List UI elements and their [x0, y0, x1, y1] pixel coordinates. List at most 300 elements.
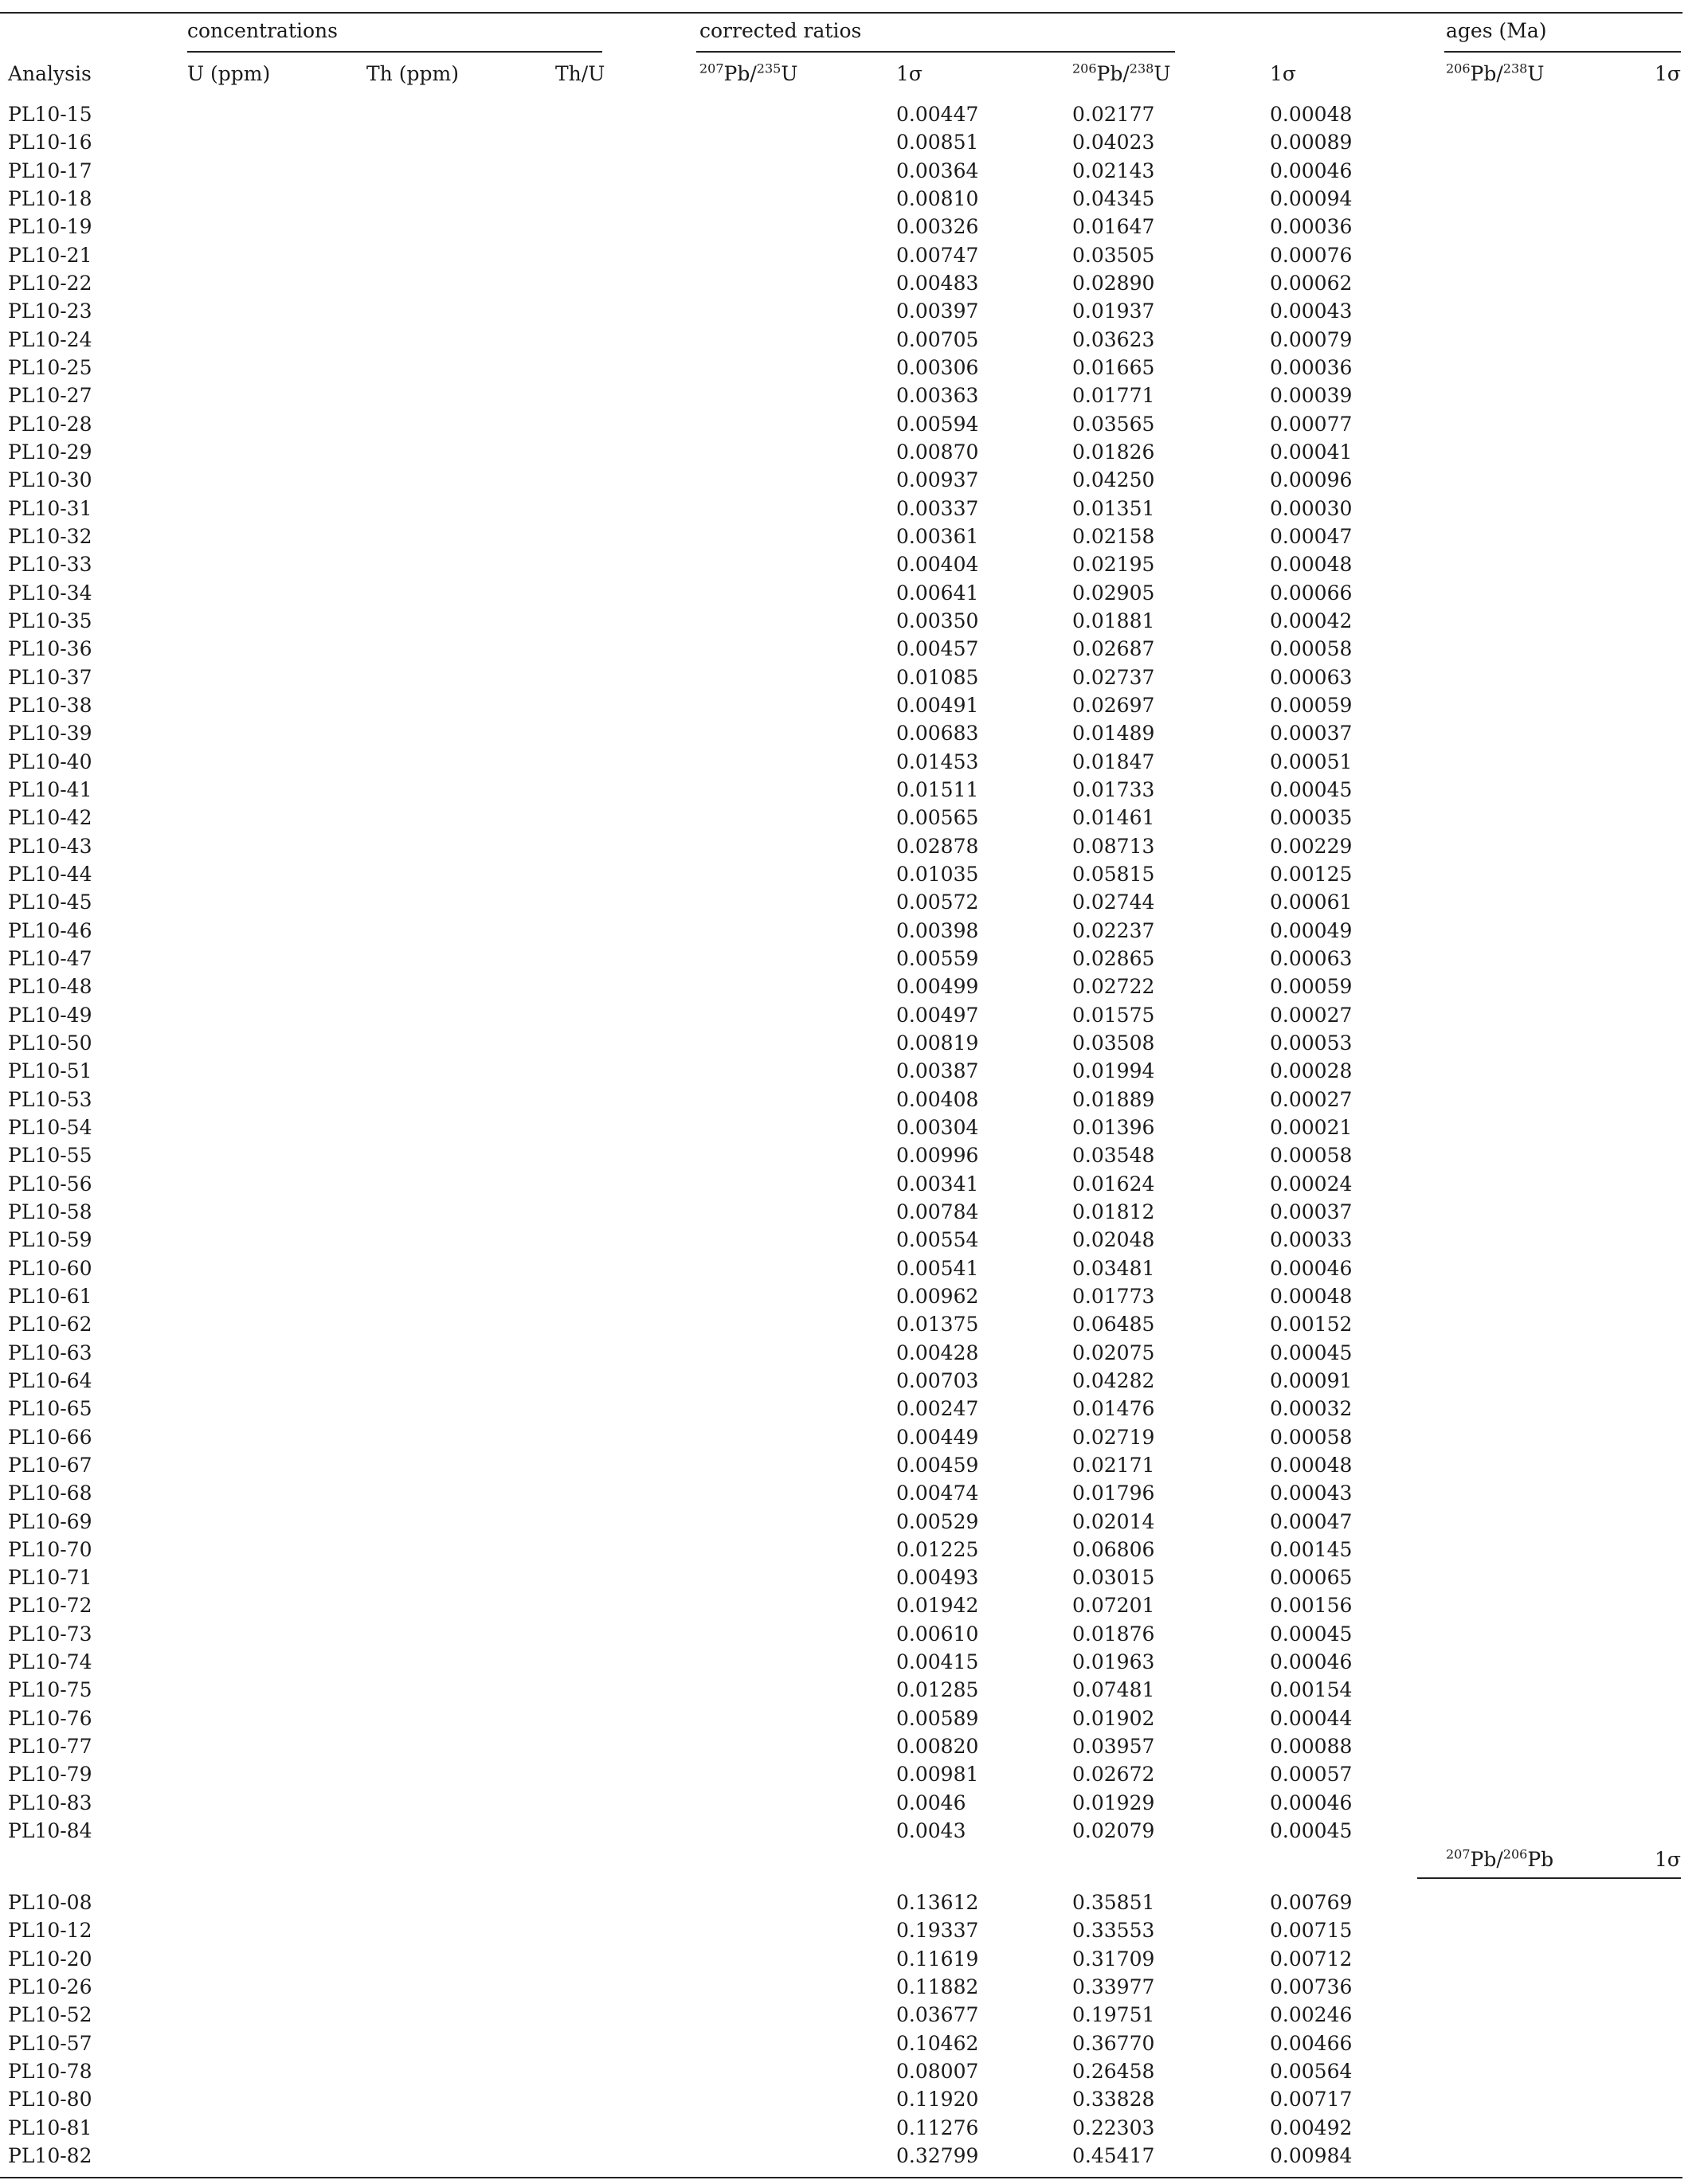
table-cell: 0.00447: [896, 103, 979, 126]
table-cell: 0.00457: [896, 637, 979, 661]
table-cell: PL10-46: [8, 918, 92, 942]
table-cell: PL10-43: [8, 834, 92, 858]
table-top-rule: [0, 12, 1682, 14]
table-cell: 0.07201: [1072, 1594, 1155, 1618]
table-cell: 0.00492: [1270, 2116, 1353, 2139]
table-cell: PL10-18: [8, 186, 92, 210]
table-cell: 0.01876: [1072, 1622, 1155, 1646]
table-cell: 0.00036: [1270, 355, 1353, 379]
table-cell: 0.02737: [1072, 665, 1155, 689]
table-cell: 0.00610: [896, 1622, 979, 1646]
table-cell: 0.03508: [1072, 1031, 1155, 1055]
table-cell: 0.00350: [896, 609, 979, 632]
table-cell: 0.00045: [1270, 1819, 1353, 1843]
table-cell: 0.00304: [896, 1115, 979, 1139]
table-cell: 0.00043: [1270, 299, 1353, 323]
table-cell: PL10-72: [8, 1594, 92, 1618]
table-cell: 0.01812: [1072, 1200, 1155, 1223]
table-cell: PL10-83: [8, 1791, 92, 1814]
table-cell: 0.00483: [896, 271, 979, 295]
table-cell: 0.00851: [896, 131, 979, 155]
table-cell: 0.00572: [896, 890, 979, 914]
table-cell: 0.00564: [1270, 2059, 1353, 2083]
table-cell: 0.02687: [1072, 637, 1155, 661]
table-cell: 0.00046: [1270, 1791, 1353, 1814]
table-cell: 0.01826: [1072, 440, 1155, 464]
table-cell: 0.33553: [1072, 1919, 1155, 1943]
table-cell: 0.02905: [1072, 581, 1155, 605]
table-cell: 0.02865: [1072, 946, 1155, 970]
table-cell: PL10-12: [8, 1919, 92, 1943]
table-cell: 0.00428: [896, 1341, 979, 1364]
table-cell: PL10-76: [8, 1706, 92, 1730]
header-text: Th (ppm): [366, 62, 459, 85]
isotope-element: Pb/: [1470, 1848, 1503, 1871]
table-cell: 0.00306: [896, 355, 979, 379]
table-cell: 0.00063: [1270, 665, 1353, 689]
table-cell: 0.01035: [896, 862, 979, 886]
table-cell: 0.00398: [896, 918, 979, 942]
table-cell: 0.01733: [1072, 777, 1155, 801]
col-sigma-1: [896, 61, 923, 88]
table-cell: 0.01375: [896, 1313, 979, 1337]
table-cell: 0.00024: [1270, 1172, 1353, 1196]
header-text: 1σ: [1270, 62, 1296, 85]
table-cell: 0.00361: [896, 524, 979, 548]
table-cell: 0.00047: [1270, 1509, 1353, 1533]
table-cell: PL10-29: [8, 440, 92, 464]
table-cell: PL10-77: [8, 1735, 92, 1759]
table-cell: 0.00449: [896, 1425, 979, 1449]
table-cell: 0.00589: [896, 1706, 979, 1730]
table-cell: 0.36770: [1072, 2031, 1155, 2055]
table-cell: 0.01647: [1072, 215, 1155, 239]
isotope-mass: 206: [1446, 61, 1471, 76]
table-cell: 0.05815: [1072, 862, 1155, 886]
table-cell: PL10-25: [8, 355, 92, 379]
table-cell: 0.01889: [1072, 1087, 1155, 1111]
table-cell: PL10-74: [8, 1650, 92, 1674]
table-cell: 0.01624: [1072, 1172, 1155, 1196]
table-cell: 0.00027: [1270, 1003, 1353, 1027]
table-cell: 0.00247: [896, 1397, 979, 1421]
table-cell: 0.00493: [896, 1566, 979, 1590]
table-cell: PL10-22: [8, 271, 92, 295]
table-cell: 0.00057: [1270, 1763, 1353, 1787]
table-cell: 0.00053: [1270, 1031, 1353, 1055]
isotope-mass: 238: [1502, 61, 1528, 76]
table-cell: 0.00058: [1270, 637, 1353, 661]
table-cell: 0.00541: [896, 1256, 979, 1280]
table-cell: PL10-84: [8, 1819, 92, 1843]
table-cell: 0.01085: [896, 665, 979, 689]
table-cell: 0.02143: [1072, 159, 1155, 182]
table-cell: PL10-20: [8, 1947, 92, 1971]
table-cell: 0.03565: [1072, 412, 1155, 436]
table-cell: 0.00497: [896, 1003, 979, 1027]
table-cell: 0.03015: [1072, 1566, 1155, 1590]
group-corrected-ratios: [699, 18, 861, 45]
table-cell: 0.04250: [1072, 468, 1155, 492]
table-cell: PL10-55: [8, 1144, 92, 1168]
table-cell: PL10-38: [8, 693, 92, 717]
table-cell: 0.06485: [1072, 1313, 1155, 1337]
table-cell: 0.00712: [1270, 1947, 1353, 1971]
table-cell: PL10-71: [8, 1566, 92, 1590]
table-cell: 0.00565: [896, 806, 979, 830]
col-u-ppm: [187, 61, 270, 88]
header-text: 1σ: [1655, 1848, 1681, 1871]
table-cell: PL10-60: [8, 1256, 92, 1280]
isotope-element: Pb/: [1096, 62, 1130, 85]
table-cell: 0.00820: [896, 1735, 979, 1759]
table-cell: 0.00246: [1270, 2003, 1353, 2027]
table-cell: 0.00152: [1270, 1313, 1353, 1337]
table-cell: 0.00021: [1270, 1115, 1353, 1139]
table-cell: PL10-73: [8, 1622, 92, 1646]
table-cell: 0.00703: [896, 1368, 979, 1392]
table-cell: PL10-26: [8, 1975, 92, 1998]
table-cell: 0.02237: [1072, 918, 1155, 942]
table-cell: 0.01489: [1072, 722, 1155, 746]
table-cell: 0.00039: [1270, 384, 1353, 408]
table-cell: 0.0046: [896, 1791, 966, 1814]
col-pb206-u238: [1072, 61, 1170, 88]
header-text: Analysis: [8, 62, 92, 85]
table-cell: 0.01285: [896, 1678, 979, 1702]
table-cell: 0.01453: [896, 750, 979, 773]
table-cell: 0.02878: [896, 834, 979, 858]
isotope-mass: 206: [1502, 1846, 1528, 1862]
table-cell: PL10-78: [8, 2059, 92, 2083]
table-cell: 0.00041: [1270, 440, 1353, 464]
table-cell: 0.0043: [896, 1819, 966, 1843]
table-cell: 0.00065: [1270, 1566, 1353, 1590]
table-cell: 0.00387: [896, 1059, 979, 1083]
table-cell: 0.00736: [1270, 1975, 1353, 1998]
table-cell: 0.01351: [1072, 496, 1155, 520]
table-cell: 0.00048: [1270, 553, 1353, 577]
table-cell: PL10-79: [8, 1763, 92, 1787]
table-cell: 0.02158: [1072, 524, 1155, 548]
table-cell: 0.00715: [1270, 1919, 1353, 1943]
header-text: corrected ratios: [699, 19, 862, 42]
table-cell: PL10-34: [8, 581, 92, 605]
table-cell: 0.35851: [1072, 1891, 1155, 1914]
table-cell: 0.00154: [1270, 1678, 1353, 1702]
table-cell: PL10-54: [8, 1115, 92, 1139]
table-cell: PL10-63: [8, 1341, 92, 1364]
col-sigma-2: [1270, 61, 1296, 88]
table-cell: 0.00125: [1270, 862, 1353, 886]
table-cell: 0.01396: [1072, 1115, 1155, 1139]
table-cell: 0.00036: [1270, 215, 1353, 239]
table-cell: 0.01994: [1072, 1059, 1155, 1083]
table-cell: 0.02195: [1072, 553, 1155, 577]
table-cell: 0.00981: [896, 1763, 979, 1787]
table-cell: PL10-37: [8, 665, 92, 689]
table-cell: 0.00397: [896, 299, 979, 323]
table-cell: 0.00063: [1270, 946, 1353, 970]
table-cell: 0.00076: [1270, 243, 1353, 267]
table-cell: 0.00048: [1270, 1453, 1353, 1477]
table-cell: 0.00058: [1270, 1425, 1353, 1449]
table-cell: 0.00096: [1270, 468, 1353, 492]
table-cell: PL10-58: [8, 1200, 92, 1223]
table-cell: 0.33977: [1072, 1975, 1155, 1998]
table-cell: 0.00937: [896, 468, 979, 492]
table-cell: PL10-21: [8, 243, 92, 267]
table-cell: PL10-31: [8, 496, 92, 520]
table-cell: 0.02177: [1072, 103, 1155, 126]
isotope-element: U: [1527, 62, 1545, 85]
table-cell: 0.02048: [1072, 1228, 1155, 1252]
table-cell: 0.32799: [896, 2143, 979, 2167]
table-cell: 0.00037: [1270, 722, 1353, 746]
table-cell: 0.00474: [896, 1481, 979, 1505]
table-cell: 0.01847: [1072, 750, 1155, 773]
table-cell: 0.01461: [1072, 806, 1155, 830]
table-cell: 0.00466: [1270, 2031, 1353, 2055]
header-text: concentrations: [187, 19, 338, 42]
table-cell: 0.00784: [896, 1200, 979, 1223]
table-cell: PL10-36: [8, 637, 92, 661]
table-cell: 0.00984: [1270, 2143, 1353, 2167]
table-cell: 0.00047: [1270, 524, 1353, 548]
table-cell: PL10-59: [8, 1228, 92, 1252]
isotope-element: U: [1154, 62, 1171, 85]
table-cell: 0.01476: [1072, 1397, 1155, 1421]
ages-group-rule: [1444, 51, 1681, 53]
table-cell: 0.04345: [1072, 186, 1155, 210]
table-cell: PL10-49: [8, 1003, 92, 1027]
table-cell: 0.03548: [1072, 1144, 1155, 1168]
table-cell: 0.00094: [1270, 186, 1353, 210]
table-cell: 0.11619: [896, 1947, 979, 1971]
table-cell: 0.01963: [1072, 1650, 1155, 1674]
table-cell: 0.02697: [1072, 693, 1155, 717]
concentrations-group-rule: [187, 51, 602, 53]
table-cell: 0.00045: [1270, 1622, 1353, 1646]
col-sigma-3: [1655, 61, 1681, 88]
table-cell: 0.01575: [1072, 1003, 1155, 1027]
table-cell: 0.00042: [1270, 609, 1353, 632]
table-cell: 0.00048: [1270, 103, 1353, 126]
table-cell: 0.00962: [896, 1284, 979, 1308]
table-cell: 0.26458: [1072, 2059, 1155, 2083]
header-text: Th/U: [555, 62, 605, 85]
table-cell: 0.11276: [896, 2116, 979, 2139]
isotope-element: U: [781, 62, 798, 85]
isotope-element: Pb/: [1470, 62, 1503, 85]
table-cell: 0.00066: [1270, 581, 1353, 605]
table-cell: 0.01225: [896, 1537, 979, 1561]
header-text: 1σ: [1655, 62, 1681, 85]
table-cell: PL10-48: [8, 975, 92, 999]
table-cell: 0.00747: [896, 243, 979, 267]
table-cell: 0.00717: [1270, 2088, 1353, 2112]
col-th-ppm: [366, 61, 459, 88]
table-cell: 0.06806: [1072, 1537, 1155, 1561]
table-cell: 0.00027: [1270, 1087, 1353, 1111]
col-analysis: [8, 61, 92, 88]
table-cell: 0.03505: [1072, 243, 1155, 267]
table-cell: 0.00059: [1270, 693, 1353, 717]
subheader-age-rule: [1417, 1877, 1681, 1879]
table-cell: 0.02014: [1072, 1509, 1155, 1533]
table-cell: 0.00046: [1270, 1650, 1353, 1674]
table-cell: 0.00032: [1270, 1397, 1353, 1421]
table-cell: PL10-50: [8, 1031, 92, 1055]
table-cell: 0.00769: [1270, 1891, 1353, 1914]
table-cell: 0.01929: [1072, 1791, 1155, 1814]
table-cell: 0.01881: [1072, 609, 1155, 632]
table-cell: PL10-53: [8, 1087, 92, 1111]
table-cell: 0.03481: [1072, 1256, 1155, 1280]
table-cell: 0.03677: [896, 2003, 979, 2027]
table-cell: PL10-19: [8, 215, 92, 239]
table-cell: PL10-32: [8, 524, 92, 548]
table-bottom-rule: [0, 2177, 1682, 2178]
group-concentrations: [187, 18, 338, 45]
table-cell: 0.02672: [1072, 1763, 1155, 1787]
table-cell: 0.02079: [1072, 1819, 1155, 1843]
table-cell: 0.02171: [1072, 1453, 1155, 1477]
table-cell: PL10-47: [8, 946, 92, 970]
subheader-sigma: [1655, 1846, 1681, 1873]
table-cell: 0.31709: [1072, 1947, 1155, 1971]
table-cell: PL10-30: [8, 468, 92, 492]
table-cell: PL10-75: [8, 1678, 92, 1702]
isotope-mass: 235: [756, 61, 781, 76]
table-cell: 0.02075: [1072, 1341, 1155, 1364]
table-cell: 0.00594: [896, 412, 979, 436]
table-cell: PL10-64: [8, 1368, 92, 1392]
table-cell: 0.33828: [1072, 2088, 1155, 2112]
table-cell: 0.02744: [1072, 890, 1155, 914]
table-cell: PL10-24: [8, 327, 92, 351]
table-cell: 0.00870: [896, 440, 979, 464]
table-cell: PL10-51: [8, 1059, 92, 1083]
table-cell: PL10-52: [8, 2003, 92, 2027]
table-cell: PL10-70: [8, 1537, 92, 1561]
table-cell: 0.00415: [896, 1650, 979, 1674]
table-cell: 0.01942: [896, 1594, 979, 1618]
table-cell: PL10-42: [8, 806, 92, 830]
table-cell: 0.03957: [1072, 1735, 1155, 1759]
table-cell: 0.00059: [1270, 975, 1353, 999]
table-cell: 0.00062: [1270, 271, 1353, 295]
table-cell: 0.00819: [896, 1031, 979, 1055]
table-cell: 0.11920: [896, 2088, 979, 2112]
header-text: ages (Ma): [1446, 19, 1547, 42]
table-cell: 0.04282: [1072, 1368, 1155, 1392]
table-cell: PL10-39: [8, 722, 92, 746]
table-cell: PL10-27: [8, 384, 92, 408]
table-cell: 0.00156: [1270, 1594, 1353, 1618]
table-cell: PL10-66: [8, 1425, 92, 1449]
table-cell: 0.00326: [896, 215, 979, 239]
table-cell: 0.00079: [1270, 327, 1353, 351]
table-cell: PL10-82: [8, 2143, 92, 2167]
table-cell: PL10-68: [8, 1481, 92, 1505]
table-cell: 0.19751: [1072, 2003, 1155, 2027]
table-cell: 0.00051: [1270, 750, 1353, 773]
table-cell: 0.00408: [896, 1087, 979, 1111]
isotope-mass: 207: [1446, 1846, 1471, 1862]
table-cell: 0.00048: [1270, 1284, 1353, 1308]
table-cell: 0.00091: [1270, 1368, 1353, 1392]
isotope-element: Pb: [1527, 1848, 1554, 1871]
table-cell: PL10-35: [8, 609, 92, 632]
table-cell: 0.00554: [896, 1228, 979, 1252]
table-cell: PL10-44: [8, 862, 92, 886]
table-cell: 0.08007: [896, 2059, 979, 2083]
table-cell: 0.22303: [1072, 2116, 1155, 2139]
table-cell: 0.00030: [1270, 496, 1353, 520]
table-cell: PL10-17: [8, 159, 92, 182]
table-cell: 0.03623: [1072, 327, 1155, 351]
table-cell: 0.00341: [896, 1172, 979, 1196]
table-cell: 0.01773: [1072, 1284, 1155, 1308]
table-cell: 0.00229: [1270, 834, 1353, 858]
table-cell: PL10-15: [8, 103, 92, 126]
table-cell: 0.08713: [1072, 834, 1155, 858]
table-cell: PL10-16: [8, 131, 92, 155]
table-cell: 0.10462: [896, 2031, 979, 2055]
table-cell: 0.00058: [1270, 1144, 1353, 1168]
table-cell: 0.00077: [1270, 412, 1353, 436]
table-cell: 0.19337: [896, 1919, 979, 1943]
table-cell: PL10-41: [8, 777, 92, 801]
isotope-mass: 206: [1072, 61, 1097, 76]
table-cell: PL10-65: [8, 1397, 92, 1421]
table-cell: 0.00043: [1270, 1481, 1353, 1505]
table-cell: 0.07481: [1072, 1678, 1155, 1702]
table-cell: PL10-81: [8, 2116, 92, 2139]
table-cell: 0.00145: [1270, 1537, 1353, 1561]
table-cell: 0.01771: [1072, 384, 1155, 408]
table-cell: 0.45417: [1072, 2143, 1155, 2167]
table-cell: 0.00046: [1270, 1256, 1353, 1280]
table-cell: 0.00810: [896, 186, 979, 210]
table-cell: 0.04023: [1072, 131, 1155, 155]
table-cell: 0.02890: [1072, 271, 1155, 295]
table-cell: PL10-23: [8, 299, 92, 323]
table-cell: 0.00028: [1270, 1059, 1353, 1083]
table-cell: 0.00049: [1270, 918, 1353, 942]
table-cell: 0.01665: [1072, 355, 1155, 379]
group-ages: [1446, 18, 1547, 45]
table-cell: 0.00491: [896, 693, 979, 717]
table-cell: 0.00088: [1270, 1735, 1353, 1759]
table-cell: PL10-80: [8, 2088, 92, 2112]
col-age-pb206-u238: [1446, 61, 1544, 88]
table-cell: 0.01511: [896, 777, 979, 801]
isotope-element: Pb/: [723, 62, 757, 85]
col-th-u: [555, 61, 605, 88]
table-cell: PL10-61: [8, 1284, 92, 1308]
table-cell: PL10-33: [8, 553, 92, 577]
table-cell: 0.00529: [896, 1509, 979, 1533]
table-cell: 0.01796: [1072, 1481, 1155, 1505]
header-text: 1σ: [896, 62, 923, 85]
table-cell: 0.00559: [896, 946, 979, 970]
table-cell: PL10-28: [8, 412, 92, 436]
subheader-pb207-pb206: [1446, 1846, 1553, 1873]
table-cell: 0.13612: [896, 1891, 979, 1914]
table-cell: PL10-45: [8, 890, 92, 914]
